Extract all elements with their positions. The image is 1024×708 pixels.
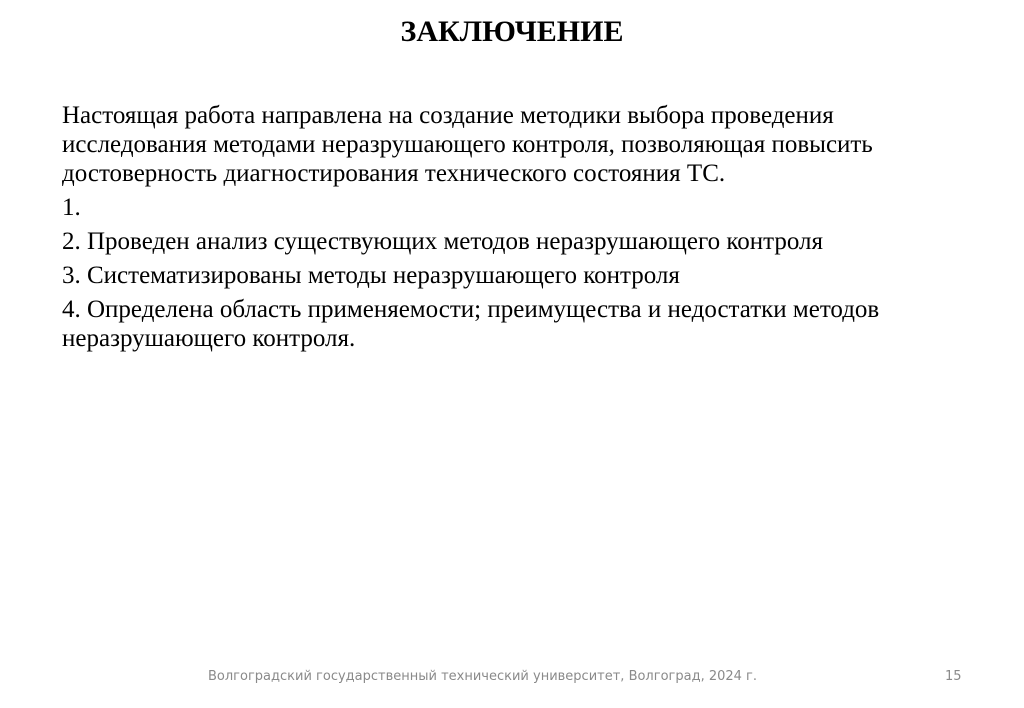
list-item: 4. Определена область применяемости; преимущества и недостатки методов неразрушающего контроля. — [62, 296, 880, 352]
page-number: 15 — [945, 669, 962, 684]
intro-paragraph: Настоящая работа направлена на создание методики выбора проведения исследования методами неразрушающего контроля, позволяющая повысить достоверность диагностирования технического состояния ТС. — [62, 102, 873, 187]
list-item: 3. Систематизированы методы неразрушающего контроля — [62, 262, 680, 289]
list-item: 2. Проведен анализ существующих методов неразрушающего контроля — [62, 228, 824, 255]
list-item: 1. — [62, 194, 81, 221]
slide-title: ЗАКЛЮЧЕНИЕ — [400, 15, 624, 48]
slide-content — [62, 101, 972, 358]
footer-text: Волгоградский государственный технический университет, Волгоград, 2024 г. — [208, 669, 758, 684]
